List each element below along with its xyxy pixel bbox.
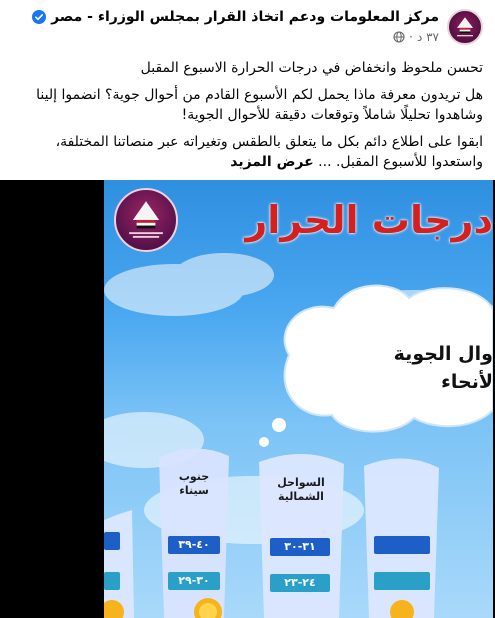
post-body xyxy=(12,58,483,179)
see-more-link[interactable]: عرض المزيد xyxy=(230,154,314,170)
verified-badge-icon xyxy=(32,10,46,24)
temp-low-pill-partial xyxy=(374,572,430,590)
globe-icon[interactable] xyxy=(393,31,405,43)
cloud-caption-line: لأنحاء xyxy=(441,371,493,393)
cabinet-logo-icon xyxy=(116,190,176,250)
cabinet-logo-badge xyxy=(114,188,178,252)
temp-high-pill: ٤٠-٣٩ xyxy=(168,536,220,554)
post-paragraph: هل تريدون معرفة ماذا يحمل لكم الأسبوع القادم من أحوال جوية؟ انضموا إلينا وشاهدوا تحليلًا شاملاً وتوقعات دقيقة للأحوال الجوية! xyxy=(36,87,483,123)
post-timestamp[interactable]: ٣٧ د xyxy=(416,30,439,44)
region-name-line: جنوب xyxy=(178,470,210,483)
temp-high-pill-partial xyxy=(374,536,430,554)
post-headline: تحسن ملحوظ وانخفاض في درجات الحرارة الاسبوع المقبل xyxy=(140,60,483,76)
video-player[interactable] xyxy=(0,180,495,618)
page-name-link[interactable]: مركز المعلومات ودعم اتخاذ القرار بمجلس الوزراء - مصر xyxy=(51,9,439,25)
video-frame[interactable] xyxy=(104,180,493,618)
temp-low-pill: ٢٤-٢٣ xyxy=(270,574,330,592)
cloud-caption xyxy=(323,340,493,396)
meta-separator: · xyxy=(409,30,413,44)
region-name-line: سيناء xyxy=(179,484,209,497)
video-title: درجات الحرار xyxy=(245,198,493,242)
cabinet-logo-icon xyxy=(449,11,481,43)
region-name-line: الشمالية xyxy=(278,490,324,503)
temp-high-pill-partial xyxy=(104,532,120,550)
post-header xyxy=(0,0,495,54)
region-label-north-coast xyxy=(266,476,336,504)
post-paragraph-text: ابقوا على اطلاع دائم بكل ما يتعلق بالطقس وتغيراته عبر منصاتنا المختلفة، واستعدوا للأسبوع المقبل. ... xyxy=(55,134,483,170)
temp-low-pill-partial xyxy=(104,572,120,590)
temp-low-pill: ٣٠-٢٩ xyxy=(168,572,220,590)
page-avatar[interactable] xyxy=(447,9,483,45)
cloud-caption-line: وال الجوية xyxy=(393,343,493,365)
post-paragraph-truncated xyxy=(12,132,483,172)
region-label-south-sinai xyxy=(164,470,224,498)
temp-high-pill: ٣١-٣٠ xyxy=(270,538,330,556)
region-name-line: السواحل xyxy=(277,476,325,489)
